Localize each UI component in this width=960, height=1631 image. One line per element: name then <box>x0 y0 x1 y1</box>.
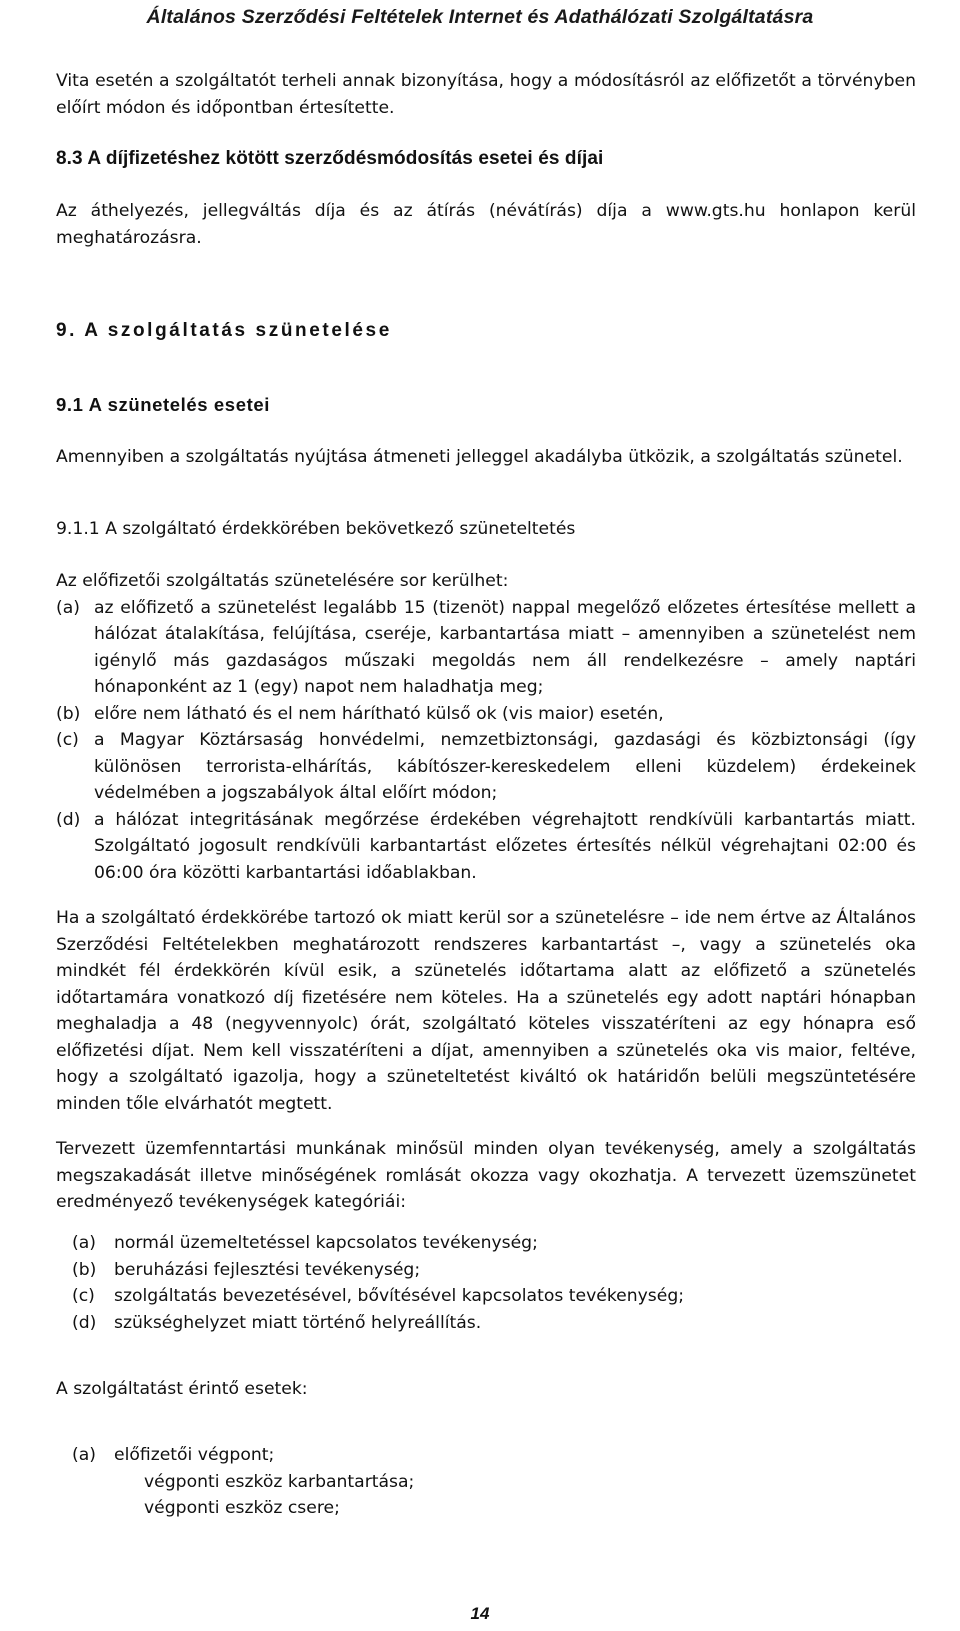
list-item: (c) szolgáltatás bevezetésével, bővítésével kapcsolatos tevékenység; <box>72 1286 685 1306</box>
refund-paragraph: Ha a szolgáltató érdekkörébe tartozó ok miatt kerül sor a szünetelésre – ide nem értve az Általános Szerződési Feltételekben meghatározott rendszeres karbantartást –, vagy a szünetelés oka mindkét fél érdekkörén kívül esik, a szünetelés időtartama alatt az előfizető a szünetelés időtartamára vonatkozó díj fizetésére nem köteles. Ha a szünetelés egy adott naptári hónapban meghaladja a 48 (negyvennyolc) órát, szolgáltató köteles visszatéríteni az egy hónapra eső előfizetési díjat. Nem kell visszatéríteni a díjat, amennyiben a szünetelés oka vis maior, feltéve, hogy a szolgáltató igazolja, hogy a szüneteltetést kiváltó ok határidőn belüli megszüntetésére minden tőle elvárhatót megtett. <box>56 908 916 1114</box>
cases-list-block <box>56 1442 916 1522</box>
list-item: (d) szükséghelyzet miatt történő helyreállítás. <box>72 1312 482 1333</box>
list-item: (d) a hálózat integritásának megőrzése érdekében végrehajtott rendkívüli karbantartás miatt. Szolgáltató jogosult rendkívüli karbantartást előzetes értesítés nélkül végrehajtani 02:00 és 06:00 óra közötti karbantartási időablakban. <box>56 809 916 883</box>
cause-list-block <box>56 568 916 886</box>
list-item: végponti eszköz csere; <box>144 1498 340 1518</box>
list-item: (a) az előfizető a szünetelést legalább 15 (tizenöt) nappal megelőző előzetes értesítése mellett a hálózat átalakítása, felújítása, cseréje, karbantartása miatt – amennyiben a szünetelést nem igénylő más gazdaságos műszaki megoldás nem áll rendelkezésre – amely naptári hónaponként az 1 (egy) napot nem haladhatja meg; <box>56 597 916 697</box>
cases-list <box>56 1442 916 1469</box>
cases-sub-list <box>56 1469 916 1522</box>
list-item: (a) előfizetői végpont; <box>72 1445 275 1465</box>
section-8-3-heading: 8.3 A díjfizetéshez kötött szerződésmódosítás esetei és díjai <box>56 148 604 169</box>
section-9-1-heading: 9.1 A szünetelés esetei <box>56 394 270 415</box>
category-list <box>56 1230 916 1336</box>
page-number: 14 <box>470 1604 490 1623</box>
section-9-1-body: Amennyiben a szolgáltatás nyújtása átmeneti jelleggel akadályba ütközik, a szolgáltatás szünetel. <box>56 447 903 467</box>
list-item: (c) a Magyar Köztársaság honvédelmi, nemzetbiztonsági, gazdasági és közbiztonsági (így különösen terrorista-elhárítás, kábítószer-kereskedelem elleni küzdelem) érdekeinek védelmében a jogszabályok által előírt módon; <box>56 730 916 803</box>
list-item: (b) előre nem látható és el nem hárítható külső ok (vis maior) esetén, <box>56 703 664 724</box>
list-item: (a) normál üzemeltetéssel kapcsolatos tevékenység; <box>72 1233 538 1253</box>
cases-lead: A szolgáltatást érintő esetek: <box>56 1379 308 1399</box>
cause-list <box>56 595 916 887</box>
list-item: (b) beruházási fejlesztési tevékenység; <box>72 1259 421 1280</box>
section-9-1-1-heading: 9.1.1 A szolgáltató érdekkörében bekövetkező szüneteltetés <box>56 519 576 539</box>
list-item: végponti eszköz karbantartása; <box>144 1471 415 1492</box>
running-header: Általános Szerződési Feltételek Internet és Adathálózati Szolgáltatásra <box>146 6 814 28</box>
section-9-heading: 9. A szolgáltatás szünetelése <box>56 320 392 341</box>
maintenance-paragraph: Tervezett üzemfenntartási munkának minősül minden olyan tevékenység, amely a szolgáltatás megszakadását illetve minőségének romlását okozza vagy okozhatja. A tervezett üzemszünetet eredményező tevékenységek kategóriái: <box>56 1139 916 1212</box>
category-list-block <box>56 1230 916 1336</box>
intro-paragraph: Vita esetén a szolgáltatót terheli annak bizonyítása, hogy a módosításról az előfizetőt a törvényben előírt módon és időpontban értesítette. <box>56 71 916 118</box>
section-8-3-body: Az áthelyezés, jellegváltás díja és az átírás (névátírás) díja a www.gts.hu honlapon kerül meghatározásra. <box>56 201 916 248</box>
cause-list-lead: Az előfizetői szolgáltatás szünetelésére sor kerülhet: <box>56 571 509 591</box>
